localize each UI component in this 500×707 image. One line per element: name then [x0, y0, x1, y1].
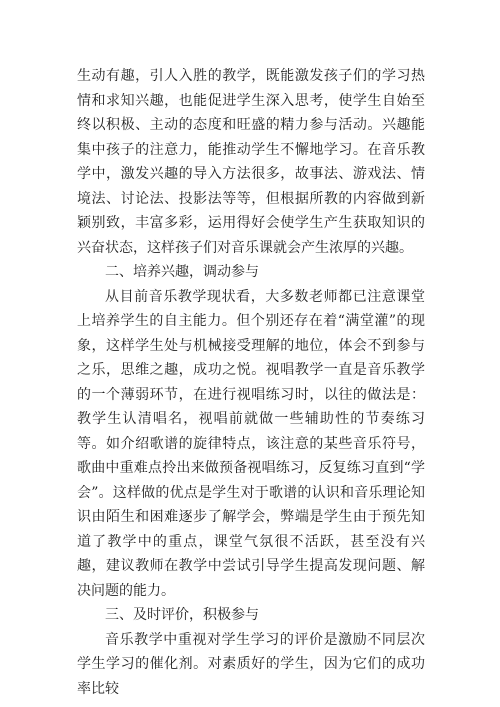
paragraph-current-situation: 从目前音乐教学现状看，大多数老师都已注意课堂上培养学生的自主能力。但个别还存在着“满堂灌”的现象，这样学生处与机械接受理解的地位，体会不到参与之乐，思维之趣，成功之悦。视唱教学一直是音乐教学的一个薄弱环节，在进行视唱练习时，以往的做法是：教学生认清唱名，视唱前就做一些辅助性的节奏练习等。如介绍歌谱的旋律特点，该注意的某些音乐符号，歌曲中重难点拎出来做预备视唱练习，反复练习直到“学会”。这样做的优点是学生对于歌谱的认识和音乐理论知识由陌生和困难逐步了解学会，弊端是学生由于预先知道了教学中的重点，课堂气氛很不活跃，甚至没有兴趣，建议教师在教学中尝试引导学生提高发现问题、解决问题的能力。 — [77, 288, 425, 599]
document-body — [77, 64, 425, 701]
section-heading-cultivate-interest: 二、培养兴趣，调动参与 — [105, 264, 259, 280]
section-heading-timely-evaluation: 三、及时评价，积极参与 — [105, 607, 259, 623]
paragraph-evaluation: 音乐教学中重视对学生学习的评价是激励不同层次学生学习的催化剂。对素质好的学生，因为它们的成功率比较 — [77, 631, 425, 697]
paragraph-interest-intro: 生动有趣，引人入胜的教学，既能激发孩子们的学习热情和求知兴趣，也能促进学生深入思考，使学生自始至终以积极、主动的态度和旺盛的精力参与活动。兴趣能集中孩子的注意力，能推动学生不懈地学习。在音乐教学中，激发兴趣的导入方法很多，故事法、游戏法、情境法、讨论法、投影法等等，但根据所教的内容做到新颖别致，丰富多彩，运用得好会使学生产生获取知识的兴奋状态，这样孩子们对音乐课就会产生浓厚的兴趣。 — [77, 68, 425, 256]
